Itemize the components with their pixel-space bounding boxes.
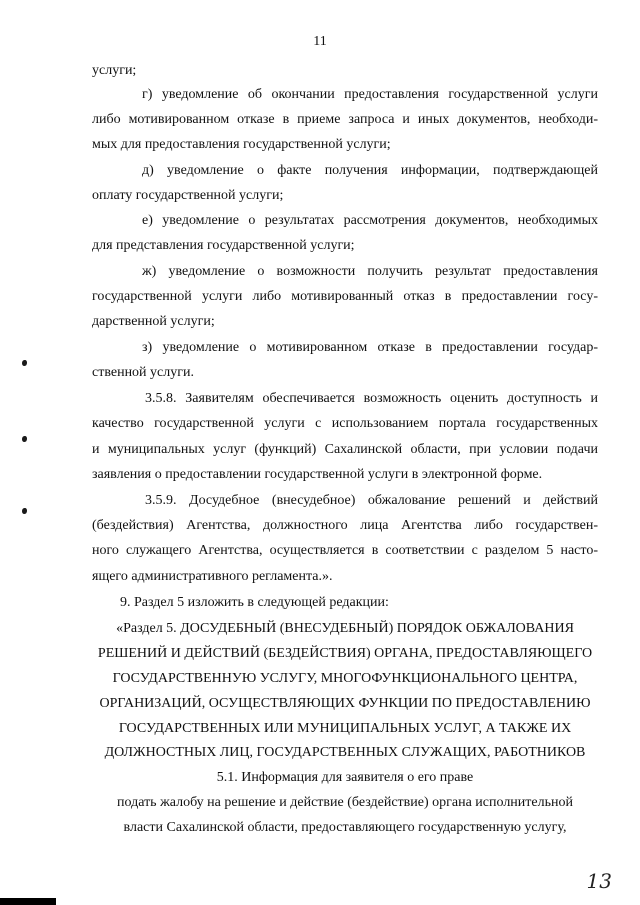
text-line: ОРГАНИЗАЦИЙ, ОСУЩЕСТВЛЯЮЩИХ ФУНКЦИИ ПО ПРЕДОСТАВЛЕНИЮ	[99, 696, 591, 711]
text-line: государственной услуги либо мотивированный отказ в предоставлении госу-	[92, 289, 598, 304]
text-line: ГОСУДАРСТВЕННУЮ УСЛУГУ, МНОГОФУНКЦИОНАЛЬНОГО ЦЕНТРА,	[112, 671, 578, 686]
text-line: 9. Раздел 5 изложить в следующей редакции:	[120, 595, 389, 610]
text-line: либо мотивированном отказе в приеме запроса и иных документов, необходи-	[92, 112, 598, 127]
text-line: 3.5.9. Досудебное (внесудебное) обжалование решений и действий	[145, 493, 598, 508]
text-line: ящего административного регламента.».	[92, 569, 333, 584]
text-line: качество государственной услуги с использованием портала государственных	[92, 416, 598, 431]
text-line: ственной услуги.	[92, 365, 194, 380]
text-line: г) уведомление об окончании предоставления государственной услуги	[142, 87, 598, 102]
text-line: и муниципальных услуг (функций) Сахалинской области, при условии подачи	[92, 442, 598, 457]
text-line: услуги;	[92, 63, 137, 78]
text-line: 5.1. Информация для заявителя о его праве	[216, 770, 474, 785]
text-line: РЕШЕНИЙ И ДЕЙСТВИЙ (БЕЗДЕЙСТВИЯ) ОРГАНА, ПРЕДОСТАВЛЯЮЩЕГО	[97, 646, 593, 661]
text-line: дарственной услуги;	[92, 314, 215, 329]
text-line: мых для предоставления государственной услуги;	[92, 137, 391, 152]
text-line: 3.5.8. Заявителям обеспечивается возможность оценить доступность и	[145, 391, 598, 406]
scan-edge-bar	[0, 898, 56, 905]
scan-mark	[22, 508, 27, 514]
text-line: ж) уведомление о возможности получить результат предоставления	[142, 264, 598, 279]
text-line: для представления государственной услуги;	[92, 238, 355, 253]
text-line: заявления о предоставлении государственной услуги в электронной форме.	[92, 467, 543, 482]
text-line: ДОЛЖНОСТНЫХ ЛИЦ, ГОСУДАРСТВЕННЫХ СЛУЖАЩИХ, РАБОТНИКОВ	[104, 745, 586, 760]
text-line: (бездействия) Агентства, должностного лица Агентства либо государствен-	[92, 518, 598, 533]
text-line: ного служащего Агентства, осуществляется в соответствии с разделом 5 насто-	[92, 543, 598, 558]
page-number: 11	[313, 34, 327, 49]
text-line: е) уведомление о результатах рассмотрения документов, необходимых	[142, 213, 598, 228]
handwritten-page-mark: 13	[586, 869, 612, 893]
text-line: з) уведомление о мотивированном отказе в предоставлении государ-	[142, 340, 598, 355]
scan-mark	[22, 436, 27, 442]
text-line: д) уведомление о факте получения информации, подтверждающей	[142, 163, 598, 178]
text-line: власти Сахалинской области, предоставляющего государственную услугу,	[123, 820, 567, 835]
text-line: ГОСУДАРСТВЕННЫХ ИЛИ МУНИЦИПАЛЬНЫХ УСЛУГ, А ТАКЖЕ ИХ	[118, 721, 572, 736]
text-line: оплату государственной услуги;	[92, 188, 284, 203]
text-line: «Раздел 5. ДОСУДЕБНЫЙ (ВНЕСУДЕБНЫЙ) ПОРЯДОК ОБЖАЛОВАНИЯ	[116, 621, 574, 636]
scan-mark	[22, 360, 27, 366]
text-line: подать жалобу на решение и действие (бездействие) органа исполнительной	[117, 795, 573, 810]
